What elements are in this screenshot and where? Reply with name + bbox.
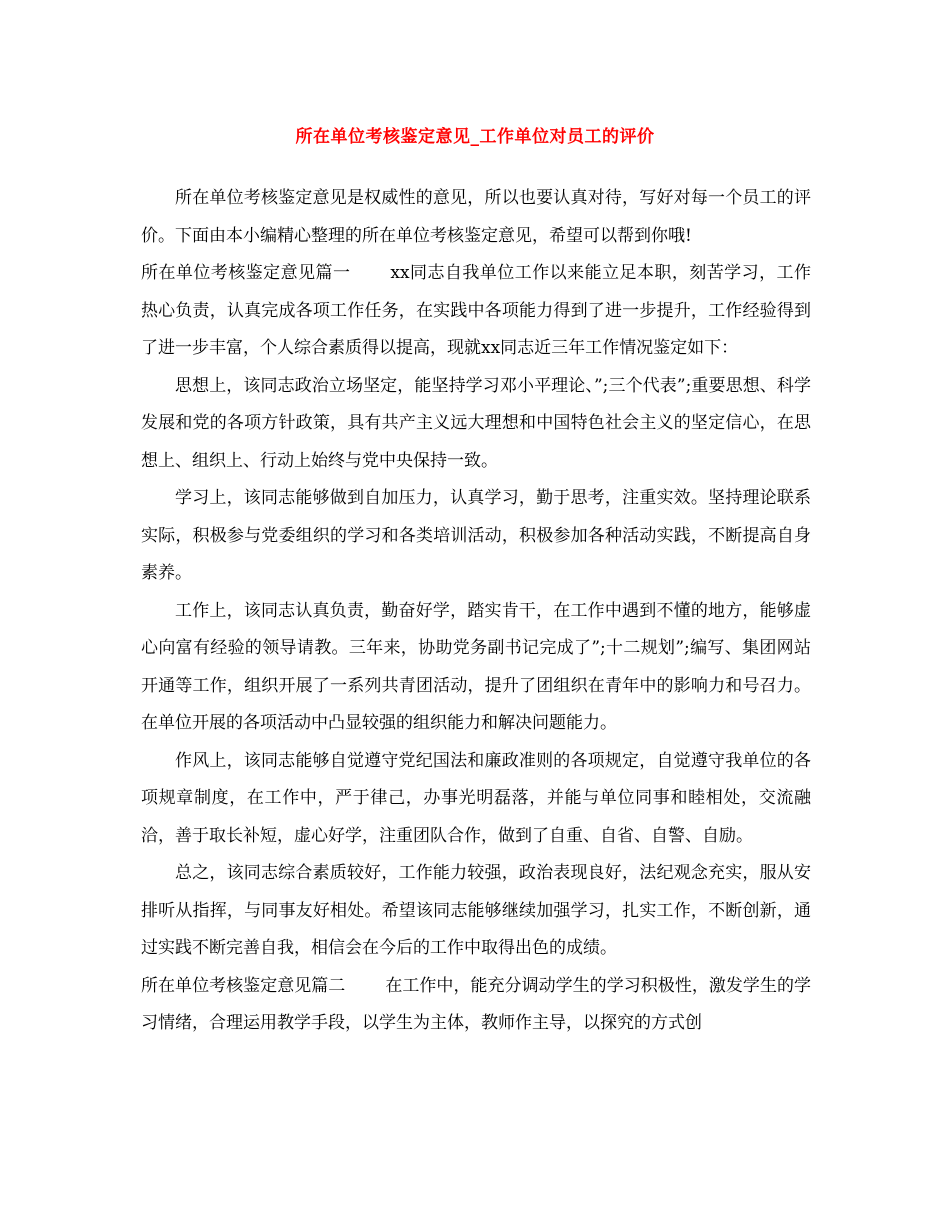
conduct-paragraph: 作风上，该同志能够自觉遵守党纪国法和廉政准则的各项规定，自觉遵守我单位的各项规章制度，在工作中，严于律己，办事光明磊落，并能与单位同事和睦相处，交流融洽，善于取长补短，虚心好学，注重团队合作，做到了自重、自省、自警、自励。	[141, 750, 811, 846]
document-body	[141, 180, 811, 1043]
document-title: 所在单位考核鉴定意见_工作单位对员工的评价	[295, 127, 655, 147]
section-two-heading: 所在单位考核鉴定意见篇二	[141, 975, 346, 996]
section-two-paragraph	[141, 968, 811, 1043]
ideology-paragraph: 思想上，该同志政治立场坚定，能坚持学习邓小平理论、”;三个代表”;重要思想、科学发展和党的各项方针政策，具有共产主义远大理想和中国特色社会主义的坚定信心，在思想上、组织上、行动上始终与党中央保持一致。	[141, 375, 811, 471]
summary-paragraph: 总之，该同志综合素质较好，工作能力较强，政治表现良好，法纪观念充实，服从安排听从指挥，与同事友好相处。希望该同志能够继续加强学习，扎实工作，不断创新，通过实践不断完善自我，相信会在今后的工作中取得出色的成绩。	[141, 863, 811, 958]
work-paragraph: 工作上，该同志认真负责，勤奋好学，踏实肯干，在工作中遇到不懂的地方，能够虚心向富有经验的领导请教。三年来，协助党务副书记完成了”;十二规划”;编写、集团网站开通等工作，组织开展了一系列共青团活动，提升了团组织在青年中的影响力和号召力。在单位开展的各项活动中凸显较强的组织能力和解决问题能力。	[141, 600, 811, 733]
section-one-paragraph	[141, 255, 811, 368]
section-one-heading: 所在单位考核鉴定意见篇一	[141, 263, 351, 283]
study-paragraph: 学习上，该同志能够做到自加压力，认真学习，勤于思考，注重实效。坚持理论联系实际，积极参与党委组织的学习和各类培训活动，积极参加各种活动实践，不断提高自身素养。	[141, 488, 811, 583]
section-one-text: xx同志自我单位工作以来能立足本职，刻苦学习，工作热心负责，认真完成各项工作任务，在实践中各项能力得到了进一步提升，工作经验得到了进一步丰富，个人综合素质得以提高，现就xx同志近三年工作情况鉴定如下：	[141, 263, 811, 358]
section-two-text: 在工作中，能充分调动学生的学习积极性，激发学生的学习情绪，合理运用教学手段，以学生为主体，教师作主导，以探究的方式创	[141, 975, 812, 1033]
intro-paragraph: 所在单位考核鉴定意见是权威性的意见，所以也要认真对待，写好对每一个员工的评价。下面由本小编精心整理的所在单位考核鉴定意见，希望可以帮到你哦!	[141, 188, 811, 246]
